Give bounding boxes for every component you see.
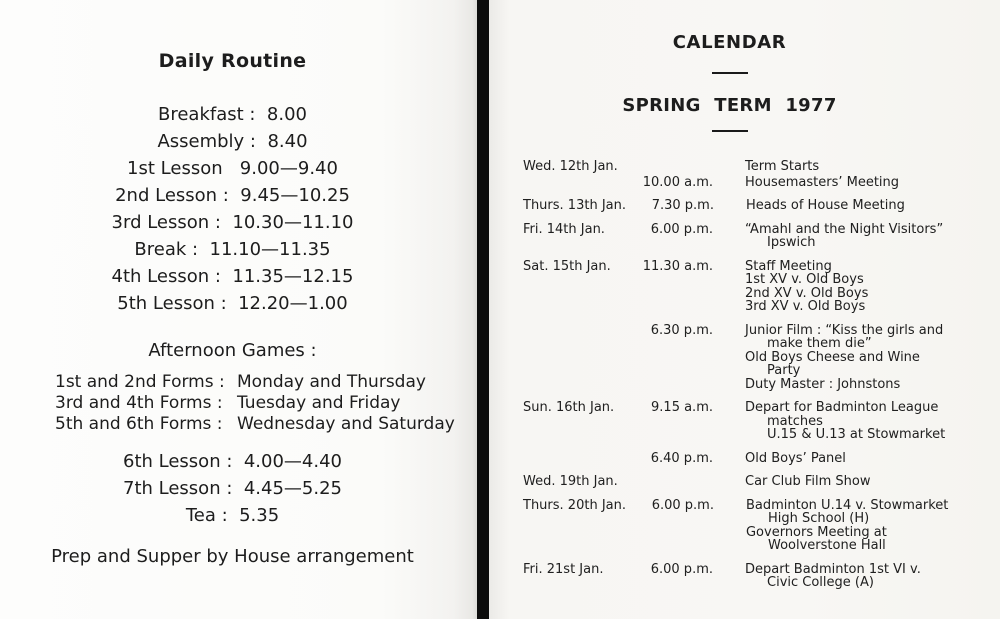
event-description-line: Governors Meeting at xyxy=(745,524,887,540)
schedule-line: Breakfast : 8.00 xyxy=(158,104,307,125)
calendar-event-row xyxy=(489,401,1000,442)
event-description-line: Heads of House Meeting xyxy=(745,198,905,213)
page-daily-routine xyxy=(0,0,477,619)
schedule-line: Assembly : 8.40 xyxy=(157,131,308,152)
event-description-line: Depart for Badminton League xyxy=(745,400,939,415)
event-description xyxy=(745,563,921,590)
games-forms-label: 3rd and 4th Forms : xyxy=(55,393,223,413)
event-description-line: Term Starts xyxy=(745,159,820,174)
event-description-line: High School (H) xyxy=(767,511,870,526)
event-description xyxy=(745,223,943,250)
event-time: 9.15 a.m. xyxy=(651,400,713,415)
schedule-line: 5th Lesson : 12.20—1.00 xyxy=(117,293,348,314)
schedule-line: 3rd Lesson : 10.30—11.10 xyxy=(111,212,354,233)
event-description xyxy=(745,452,846,466)
schedule-line: 4th Lesson : 11.35—12.15 xyxy=(111,266,354,287)
calendar-event-row xyxy=(489,176,1000,190)
event-description xyxy=(745,160,819,174)
afternoon-games-heading: Afternoon Games : xyxy=(148,340,317,361)
event-description-line: “Amahl and the Night Visitors” xyxy=(745,221,944,237)
divider-rule-bottom xyxy=(712,130,748,132)
schedule-line: 2nd Lesson : 9.45—10.25 xyxy=(115,185,350,206)
event-description-line: Old Boys’ Panel xyxy=(745,450,846,466)
event-description-line: Ipswich xyxy=(767,235,816,250)
event-description-line: Badminton U.14 v. Stowmarket xyxy=(745,497,949,513)
event-date: Wed. 12th Jan. xyxy=(523,159,618,174)
games-row xyxy=(55,414,465,435)
event-description-line: Civic College (A) xyxy=(767,575,874,590)
games-row xyxy=(55,393,465,414)
event-date: Wed. 19th Jan. xyxy=(523,474,618,489)
event-description-line: U.15 & U.13 at Stowmarket xyxy=(767,427,946,442)
event-description-line: Duty Master : Johnstons xyxy=(745,376,901,392)
games-days-value: Monday and Thursday xyxy=(237,372,426,392)
calendar-event-row xyxy=(489,499,1000,553)
morning-schedule-list xyxy=(0,101,465,317)
games-days-value: Tuesday and Friday xyxy=(237,393,401,413)
daily-routine-title: Daily Routine xyxy=(158,50,307,72)
calendar-event-row xyxy=(489,324,1000,392)
calendar-events xyxy=(489,160,1000,590)
event-time: 7.30 p.m. xyxy=(651,198,714,213)
event-description-line: Depart Badminton 1st VI v. xyxy=(745,561,921,577)
event-description xyxy=(745,176,899,190)
event-description xyxy=(745,401,945,442)
event-description-line: Woolverstone Hall xyxy=(767,538,886,553)
schedule-line: 7th Lesson : 4.45—5.25 xyxy=(123,478,342,499)
afternoon-games-table xyxy=(0,372,465,435)
event-description xyxy=(745,260,868,314)
event-description-line: 2nd XV v. Old Boys xyxy=(745,285,869,301)
schedule-line: 6th Lesson : 4.00—4.40 xyxy=(123,451,342,472)
divider-rule-top xyxy=(712,72,748,74)
event-description xyxy=(745,475,870,489)
calendar-event-row xyxy=(489,475,1000,489)
event-description xyxy=(746,199,905,213)
event-date: Thurs. 20th Jan. xyxy=(523,497,626,513)
event-date: Sun. 16th Jan. xyxy=(523,400,615,415)
evening-schedule-list xyxy=(0,448,465,529)
event-description-line: make them die” xyxy=(767,336,872,351)
calendar-event-row xyxy=(489,223,1000,250)
event-description-line: Junior Film : “Kiss the girls and xyxy=(745,322,944,338)
event-description-line: Housemasters’ Meeting xyxy=(745,174,900,190)
games-forms-label: 5th and 6th Forms : xyxy=(55,414,223,434)
calendar-event-row xyxy=(489,452,1000,466)
event-description-line: matches xyxy=(767,413,823,429)
event-date: Thurs. 13th Jan. xyxy=(523,198,626,213)
event-time: 6.30 p.m. xyxy=(650,322,713,338)
calendar-event-row xyxy=(489,563,1000,590)
calendar-event-row xyxy=(489,160,1000,174)
event-description-line: Party xyxy=(767,363,801,378)
page-gutter xyxy=(477,0,489,619)
games-days-value: Wednesday and Saturday xyxy=(237,414,455,434)
event-description xyxy=(746,499,948,553)
event-time: 6.00 p.m. xyxy=(650,221,713,237)
event-description-line: 1st XV v. Old Boys xyxy=(745,272,864,287)
games-row xyxy=(55,372,465,393)
event-time: 11.30 a.m. xyxy=(642,258,713,274)
schedule-line: Tea : 5.35 xyxy=(185,505,280,526)
schedule-line: 1st Lesson 9.00—9.40 xyxy=(127,158,338,179)
event-description-line: 3rd XV v. Old Boys xyxy=(745,299,866,314)
event-description xyxy=(745,324,943,392)
event-date: Fri. 14th Jan. xyxy=(523,221,605,237)
event-description-line: Old Boys Cheese and Wine xyxy=(745,349,920,365)
calendar-header xyxy=(489,33,1000,132)
event-date: Fri. 21st Jan. xyxy=(523,561,604,577)
event-time: 10.00 a.m. xyxy=(642,174,713,190)
event-description-line: Staff Meeting xyxy=(745,258,832,274)
page-calendar xyxy=(489,0,1000,619)
term-title: SPRING TERM 1977 xyxy=(622,95,837,116)
daily-routine-content xyxy=(0,50,477,567)
calendar-title: CALENDAR xyxy=(672,32,787,53)
event-date: Sat. 15th Jan. xyxy=(523,258,611,274)
games-forms-label: 1st and 2nd Forms : xyxy=(55,372,225,392)
schedule-line: Break : 11.10—11.35 xyxy=(134,239,331,260)
calendar-event-row xyxy=(489,199,1000,213)
event-time: 6.00 p.m. xyxy=(651,497,714,513)
event-time: 6.40 p.m. xyxy=(650,450,713,466)
event-time: 6.00 p.m. xyxy=(650,561,713,577)
prep-supper-note: Prep and Supper by House arrangement xyxy=(51,546,414,567)
calendar-event-row xyxy=(489,260,1000,314)
event-description-line: Car Club Film Show xyxy=(745,474,871,489)
